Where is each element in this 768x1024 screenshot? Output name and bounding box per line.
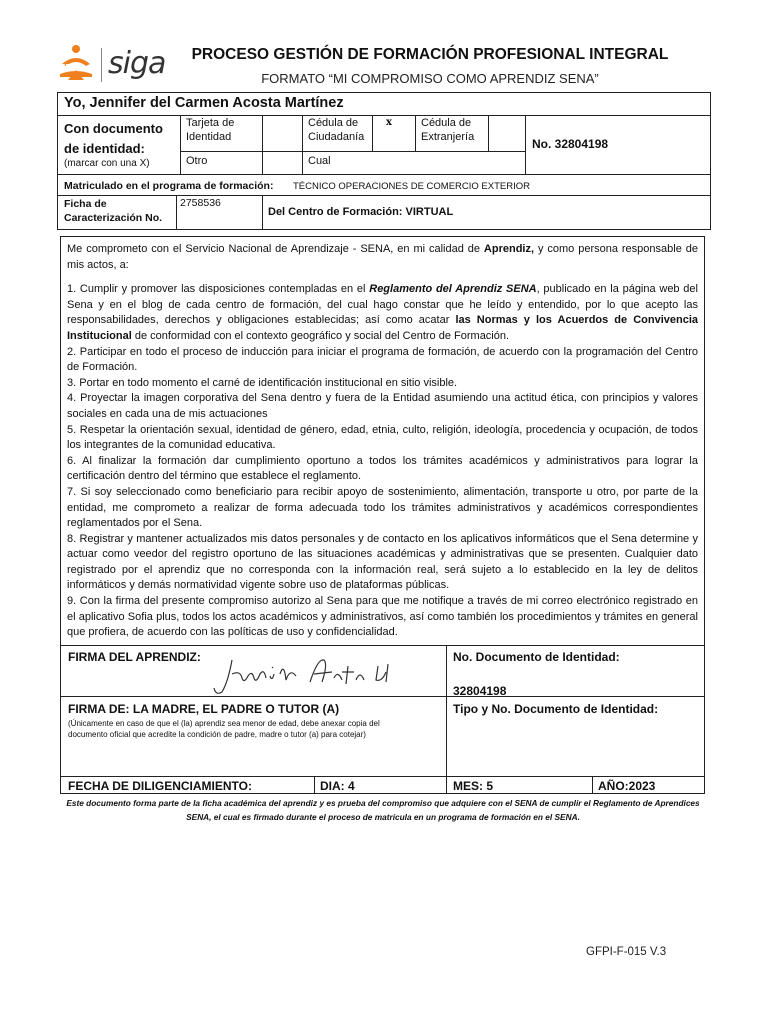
item-5: 5. Respetar la orientación sexual, identidad de género, edad, etnia, culto, religión, ideología, procedencia y ocupación, de todos los integrantes de la comunidad educativa.: [67, 423, 698, 452]
option-cual: Cual: [308, 155, 331, 167]
document-code: GFPI-F-015 V.3: [586, 946, 667, 958]
divider: [372, 115, 373, 151]
ficha-value: 2758536: [180, 197, 221, 209]
divider: [446, 646, 447, 794]
tipo-doc-label: Tipo y No. Documento de Identidad:: [453, 702, 659, 716]
item-1-text: 1. Cumplir y promover las disposiciones contempladas en el: [67, 283, 370, 296]
doc-identidad-value: 32804198: [453, 684, 507, 698]
intro-text-end: y como persona responsable de mis actos, a:: [67, 243, 698, 271]
tutor-note: (Únicamente en caso de que el (la) aprendiz sea menor de edad, debe anexar copia del documento oficial que acredite la condición de padre, madre o tutor (a) para cotejar): [68, 719, 380, 739]
logo-divider: [101, 48, 102, 82]
fecha-label: FECHA DE DILIGENCIAMIENTO:: [68, 779, 253, 793]
selected-mark: x: [386, 117, 392, 128]
document-title: PROCESO GESTIÓN DE FORMACIÓN PROFESIONAL INTEGRAL: [191, 46, 669, 63]
divider: [592, 776, 593, 794]
fecha-dia: DIA: 4: [320, 779, 355, 793]
sena-logo: [58, 44, 94, 86]
option-otro: Otro: [186, 155, 208, 167]
item-8: 8. Registrar y mantener actualizados mis datos personales y de contacto en los aplicativos informáticos que el Sena determine y actuar como veedor del registro oportuno de las situaciones académicas y administrativas que se presenten. Cualquier dato registrado por el aprendiz que no corresponda con la información real, será sujeto a lo establecido en la ley de delitos informáticos y demás normatividad vigente sobre uso de plataformas públicas.: [67, 532, 698, 592]
divider: [57, 195, 711, 196]
item-6: 6. Al finalizar la formación dar cumplimiento oportuno a todos los trámites académicos y administrativos para lograr la certificación dentro del término que establece el reglamento.: [67, 454, 698, 483]
divider: [57, 174, 711, 175]
item-2: 2. Participar en todo el proceso de inducción para iniciar el programa de formación, de acuerdo con la programación del Centro de Formación.: [67, 345, 698, 374]
divider: [262, 195, 263, 230]
siga-logo: siga: [108, 46, 166, 81]
item-3: 3. Portar en todo momento el carné de identificación institucional en sitio visible.: [67, 376, 458, 389]
divider: [314, 776, 315, 794]
fecha-anio: AÑO:2023: [598, 779, 656, 793]
divider: [302, 115, 303, 174]
doc-label: Con documento de identidad:: [64, 121, 163, 156]
intro-text: Me comprometo con el Servicio Nacional de Aprendizaje - SENA, en mi calidad de: [67, 243, 484, 255]
option-tarjeta: Tarjeta de Identidad: [186, 117, 235, 143]
name-line: Yo, Jennifer del Carmen Acosta Martínez: [64, 95, 344, 111]
intro-bold: Aprendiz,: [483, 243, 535, 255]
divider: [488, 115, 489, 151]
divider: [57, 115, 711, 116]
divider: [176, 195, 177, 230]
signature-image: [210, 652, 400, 698]
doc-identidad-label: No. Documento de Identidad:: [453, 650, 620, 664]
commitment-text: [60, 236, 705, 646]
divider: [262, 115, 263, 174]
ficha-label: Ficha de Caracterización No.: [64, 198, 163, 224]
item-1-text-end: de conformidad con el contexto geográfico y social del Centro de Formación.: [131, 329, 510, 342]
item-7: 7. Si soy seleccionado como beneficiario para recibir apoyo de sostenimiento, alimentación, transporte u otro, por parte de la entidad, me comprometo a realizar de forma adecuada todo los trámites administrativos y académicos correspondientes reglamentados por el Sena.: [67, 485, 698, 530]
fecha-mes: MES: 5: [453, 779, 494, 793]
item-1-normas: las Normas y los Acuerdos de Convivencia Institucional: [67, 314, 698, 342]
divider: [180, 151, 525, 152]
option-cedula-extranjeria: Cédula de Extranjería: [421, 117, 475, 143]
item-1-reglamento: Reglamento del Aprendiz SENA: [369, 283, 537, 296]
document-subtitle: FORMATO “MI COMPROMISO COMO APRENDIZ SENA”: [261, 71, 599, 86]
doc-hint: (marcar con una X): [64, 158, 150, 169]
divider: [415, 115, 416, 151]
sena-logo-text: SENA: [61, 64, 81, 71]
firma-tutor-label: FIRMA DE: LA MADRE, EL PADRE O TUTOR (A): [68, 702, 340, 716]
doc-number: No. 32804198: [532, 137, 609, 151]
divider: [60, 776, 705, 777]
program-label: Matriculado en el programa de formación:: [64, 180, 274, 192]
item-1-text-mid: , publicado en la página web del Sena y en el blog de cada centro de formación, del cual hago constar que he leído y entendido, por lo que acepto las responsabilidades, derechos y obligaciones establecidas; así como acatar: [67, 283, 698, 327]
item-4: 4. Proyectar la imagen corporativa del Sena dentro y fuera de la Entidad asumiendo una actitud ética, con principios y valores sociales en cada una de mis actuaciones: [67, 392, 698, 420]
program-value: TÉCNICO OPERACIONES DE COMERCIO EXTERIOR: [293, 181, 530, 192]
option-cedula-ciudadania: Cédula de Ciudadanía: [308, 117, 365, 143]
footer-note: Este documento forma parte de la ficha académica del aprendiz y es prueba del compromiso que adquiere con el SENA de cumplir el Reglamento de Aprendices SENA, el cual es firmado durante el proceso de matrícula en un programa de formación en el SENA.: [66, 798, 700, 822]
divider: [525, 115, 526, 174]
item-9: 9. Con la firma del presente compromiso autorizo al Sena para que me notifique a través de mi correo electrónico registrado en el aplicativo Sofia plus, todos los actos académicos y administrativos, así como también los procedimientos y trámites en general que profiera, de acuerdo con las políticas de uso y confidencialidad.: [67, 595, 698, 639]
firma-aprendiz-label: FIRMA DEL APRENDIZ:: [68, 650, 201, 664]
centro-formacion: Del Centro de Formación: VIRTUAL: [268, 206, 454, 218]
divider: [180, 115, 181, 174]
